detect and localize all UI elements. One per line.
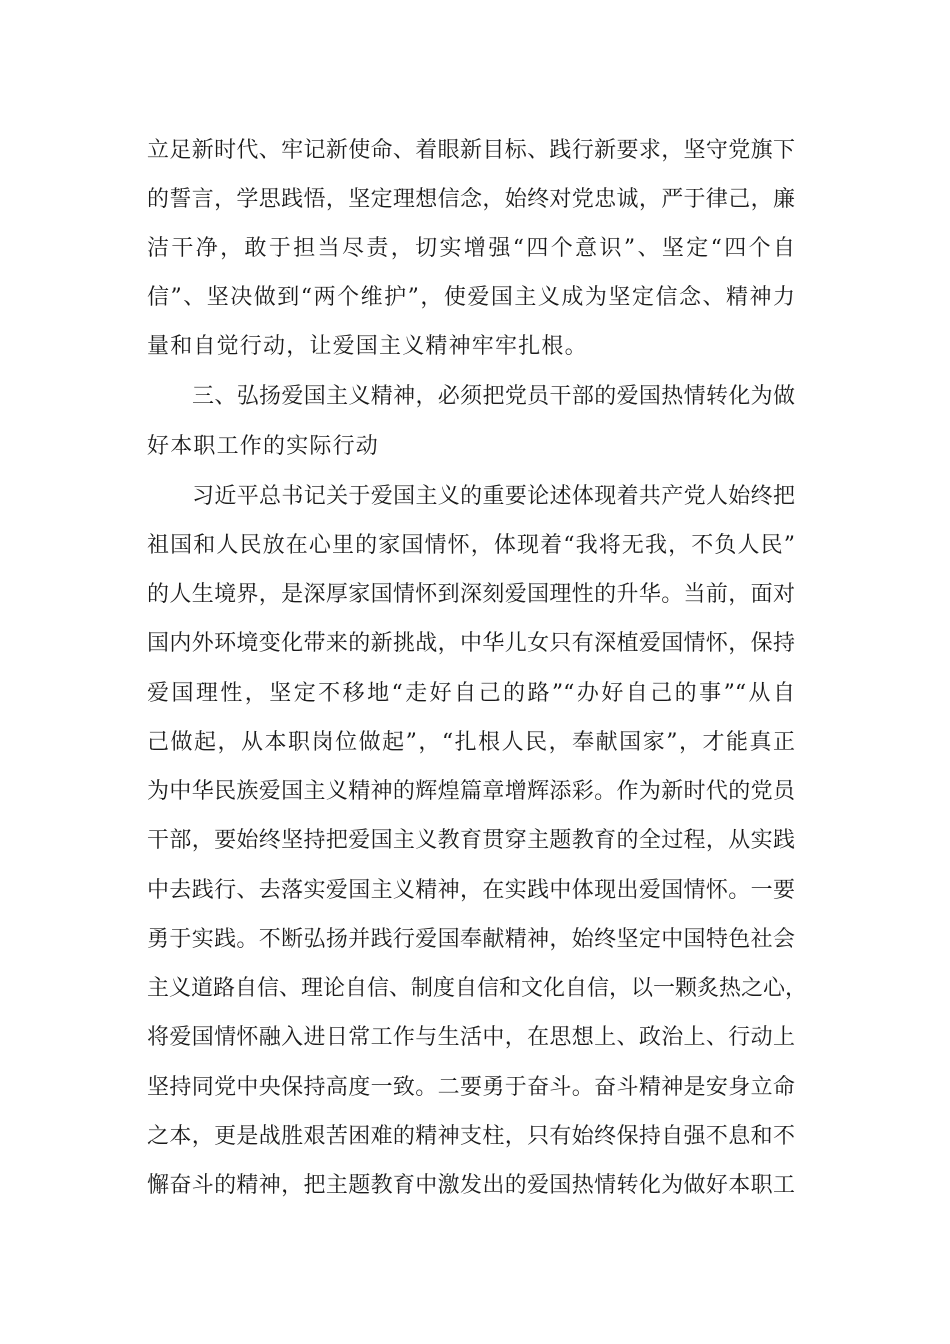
section-heading-line: 三、弘扬爱国主义精神，必须把党员干部的爱国热情转化为做 bbox=[192, 384, 795, 409]
text-line: 国内外环境变化带来的新挑战，中华儿女只有深植爱国情怀，保持 bbox=[147, 631, 795, 656]
text-line: 习近平总书记关于爱国主义的重要论述体现着共产党人始终把 bbox=[192, 484, 795, 509]
text-line: 主义道路自信、理论自信、制度自信和文化自信，以一颗炙热之心， bbox=[147, 976, 808, 1001]
text-line: 己做起，从本职岗位做起”，“扎根人民，奉献国家”，才能真正 bbox=[147, 730, 795, 755]
text-line: 为中华民族爱国主义精神的辉煌篇章增辉添彩。作为新时代的党员 bbox=[147, 779, 795, 804]
text-line: 的人生境界，是深厚家国情怀到深刻爱国理性的升华。当前，面对 bbox=[147, 582, 795, 607]
text-line: 洁干净，敢于担当尽责，切实增强“四个意识”、坚定“四个自 bbox=[147, 236, 795, 261]
text-line: 干部，要始终坚持把爱国主义教育贯穿主题教育的全过程，从实践 bbox=[147, 828, 795, 853]
text-line: 中去践行、去落实爱国主义精神，在实践中体现出爱国情怀。一要 bbox=[147, 878, 795, 903]
section-heading-line: 好本职工作的实际行动 bbox=[147, 434, 380, 459]
text-line: 立足新时代、牢记新使命、着眼新目标、践行新要求，坚守党旗下 bbox=[147, 138, 795, 163]
text-line: 的誓言，学思践悟，坚定理想信念，始终对党忠诚，严于律己，廉 bbox=[147, 187, 795, 212]
text-line: 之本，更是战胜艰苦困难的精神支柱，只有始终保持自强不息和不 bbox=[147, 1124, 795, 1149]
text-line: 勇于实践。不断弘扬并践行爱国奉献精神，始终坚定中国特色社会 bbox=[147, 927, 795, 952]
text-line: 坚持同党中央保持高度一致。二要勇于奋斗。奋斗精神是安身立命 bbox=[147, 1075, 795, 1100]
text-line: 祖国和人民放在心里的家国情怀，体现着“我将无我，不负人民” bbox=[147, 533, 795, 558]
text-line: 爱国理性，坚定不移地“走好自己的路”“办好自己的事”“从自 bbox=[147, 681, 795, 706]
text-line: 量和自觉行动，让爱国主义精神牢牢扎根。 bbox=[147, 334, 588, 359]
text-line: 信”、坚决做到“两个维护”，使爱国主义成为坚定信念、精神力 bbox=[147, 285, 795, 310]
text-line: 将爱国情怀融入进日常工作与生活中，在思想上、政治上、行动上 bbox=[147, 1025, 795, 1050]
text-line: 懈奋斗的精神，把主题教育中激发出的爱国热情转化为做好本职工 bbox=[147, 1173, 795, 1198]
